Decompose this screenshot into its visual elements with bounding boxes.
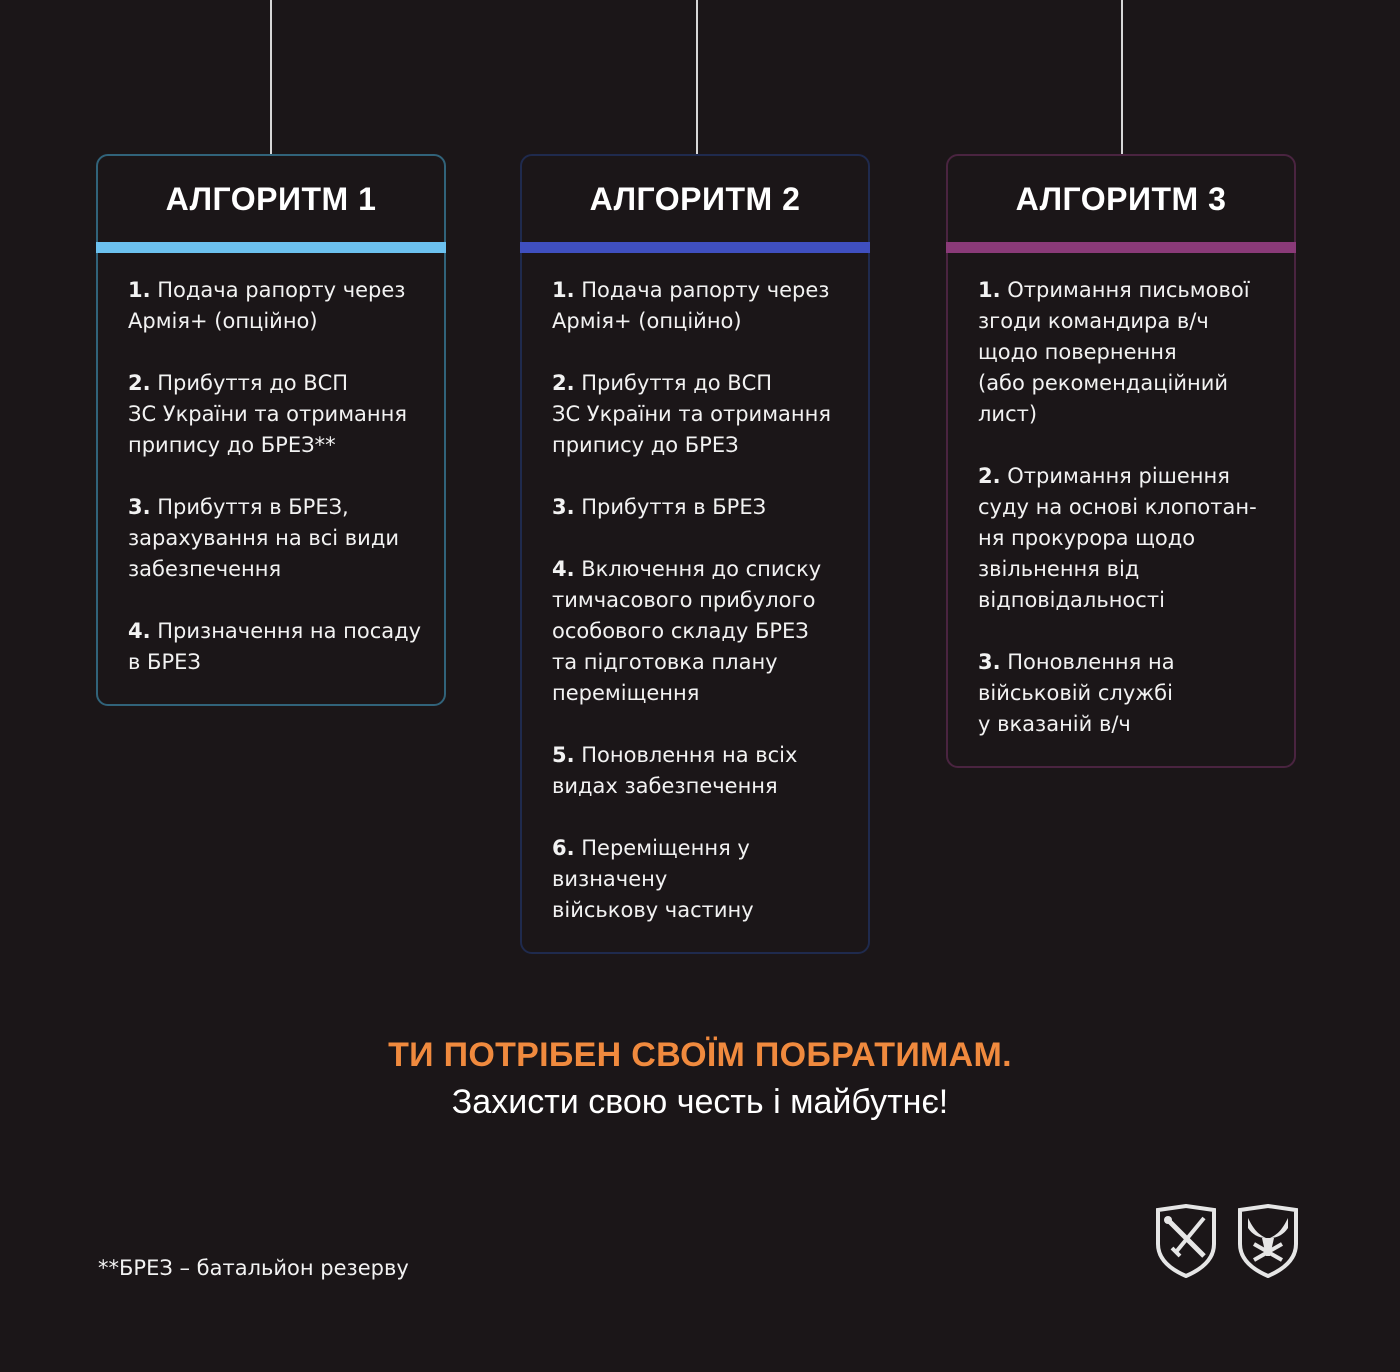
algorithm-card-1 xyxy=(96,154,446,706)
step-text: Прибуття до ВСП ЗС України та отримання припису до БРЕЗ xyxy=(552,371,832,457)
step-number: 2. xyxy=(978,464,1001,488)
algorithm-card-2 xyxy=(520,154,870,954)
step-text: Подача рапорту через Армія+ (опційно) xyxy=(128,278,406,333)
step-text: Отримання рішення суду на основі клопотан- ня прокурора щодо звільнення від відповідальності xyxy=(978,464,1257,612)
step-number: 3. xyxy=(128,495,151,519)
step-number: 4. xyxy=(128,619,151,643)
steps-list xyxy=(98,253,444,704)
step-text: Прибуття в БРЕЗ, зарахування на всі види забезпечення xyxy=(128,495,400,581)
step-item xyxy=(128,492,426,585)
step-text: Поновлення на всіх видах забезпечення xyxy=(552,743,798,798)
step-text: Призначення на посаду в БРЕЗ xyxy=(128,619,422,674)
card-accent-bar xyxy=(520,242,870,253)
eagle-shield-emblem-icon xyxy=(1236,1204,1300,1278)
step-item xyxy=(552,740,850,802)
step-text: Отримання письмової згоди командира в/ч щодо повернення (або рекомендаційний лист) xyxy=(978,278,1250,426)
steps-list xyxy=(522,253,868,952)
step-item xyxy=(128,368,426,461)
step-number: 1. xyxy=(128,278,151,302)
step-number: 4. xyxy=(552,557,575,581)
step-text: Поновлення на військовій службі у вказаній в/ч xyxy=(978,650,1175,736)
step-item xyxy=(128,616,426,678)
card-title: АЛГОРИТМ 3 xyxy=(1015,180,1227,217)
hanging-line-3 xyxy=(1121,0,1123,154)
steps-list xyxy=(948,253,1294,766)
footnote: **БРЕЗ – батальйон резерву xyxy=(98,1256,409,1280)
step-text: Прибуття до ВСП ЗС України та отримання припису до БРЕЗ** xyxy=(128,371,408,457)
step-number: 3. xyxy=(552,495,575,519)
step-item xyxy=(128,275,426,337)
slogan-subline: Захисти свою честь і майбутнє! xyxy=(451,1083,949,1121)
step-number: 5. xyxy=(552,743,575,767)
step-item xyxy=(978,647,1276,740)
step-item xyxy=(552,833,850,926)
card-title: АЛГОРИТМ 2 xyxy=(589,180,801,217)
step-number: 2. xyxy=(552,371,575,395)
step-item xyxy=(552,368,850,461)
step-number: 1. xyxy=(552,278,575,302)
step-item xyxy=(552,492,850,523)
step-text: Подача рапорту через Армія+ (опційно) xyxy=(552,278,830,333)
step-text: Включення до списку тимчасового прибулого особового складу БРЕЗ та підготовка плану переміщення xyxy=(552,557,822,705)
card-title: АЛГОРИТМ 1 xyxy=(165,180,377,217)
hanging-line-1 xyxy=(270,0,272,154)
sword-shield-emblem-icon xyxy=(1154,1204,1218,1278)
step-number: 6. xyxy=(552,836,575,860)
step-number: 2. xyxy=(128,371,151,395)
step-number: 1. xyxy=(978,278,1001,302)
step-item xyxy=(978,275,1276,430)
hanging-line-2 xyxy=(696,0,698,154)
algorithm-card-3 xyxy=(946,154,1296,768)
step-item xyxy=(552,275,850,337)
step-item xyxy=(978,461,1276,616)
card-accent-bar xyxy=(96,242,446,253)
step-text: Переміщення у визначену військову частину xyxy=(552,836,754,922)
step-number: 3. xyxy=(978,650,1001,674)
step-text: Прибуття в БРЕЗ xyxy=(574,495,767,519)
step-item xyxy=(552,554,850,709)
card-accent-bar xyxy=(946,242,1296,253)
slogan-headline: ТИ ПОТРІБЕН СВОЇМ ПОБРАТИМАМ. xyxy=(388,1036,1012,1074)
